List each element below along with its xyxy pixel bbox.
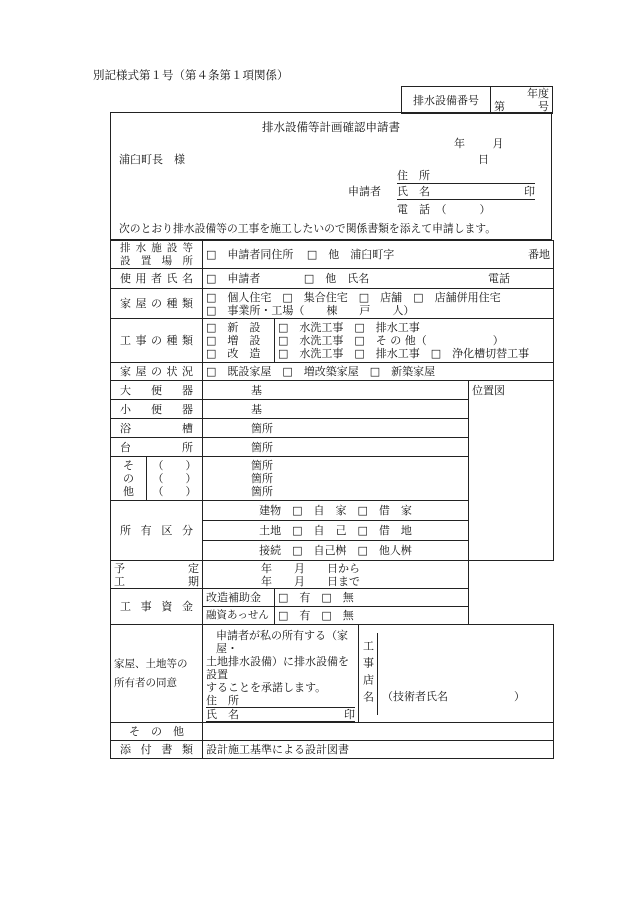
row-house-type xyxy=(111,289,554,319)
work-options-2[interactable]: □ 水洗工事 □ そ の 他（ ） xyxy=(278,334,504,347)
period-value xyxy=(203,561,469,589)
drainage-number-box xyxy=(401,86,553,114)
user-applicant-checkbox[interactable]: □ 申請者 xyxy=(206,272,261,285)
consent-name: 氏 名 xyxy=(206,708,239,721)
other-unit-3: 箇所 xyxy=(251,485,273,498)
subsidy-label: 改造補助金 xyxy=(203,589,275,607)
row-location xyxy=(111,241,554,269)
user-label: 使用者氏名 xyxy=(120,272,193,285)
drainage-number-label: 排水設備番号 xyxy=(402,87,491,114)
consent-label-2: 所有者の同意 xyxy=(114,676,177,689)
row-user xyxy=(111,269,554,289)
date-year: 年 xyxy=(454,137,465,150)
seal-mark: 印 xyxy=(524,185,535,198)
fixture-bath-unit: 箇所 xyxy=(203,419,469,438)
consent-text-1: 申請者が私の所有する（家屋・ xyxy=(216,629,348,655)
form-caption: 別記様式第１号（第４条第１項関係） xyxy=(93,68,289,82)
contractor-cell xyxy=(359,625,554,723)
row-consent xyxy=(111,625,554,723)
extension-checkbox[interactable]: □ 増 設 xyxy=(206,334,261,347)
row-house-status xyxy=(111,363,554,381)
other-l1: そ xyxy=(123,459,134,472)
other-label: そ の 他 xyxy=(111,723,203,741)
date-line xyxy=(454,135,539,167)
row-funds-1 xyxy=(111,589,554,607)
ownership-connection[interactable]: 接続 □ 自己桝 □ 他人桝 xyxy=(203,541,469,561)
application-header xyxy=(110,112,552,240)
consent-label-1: 家屋、土地等の xyxy=(114,657,188,670)
row-other xyxy=(111,723,554,741)
consent-name-line xyxy=(206,708,355,722)
intro-text: 次のとおり排水設備等の工事を施工したいので関係書類を添えて申請します。 xyxy=(119,222,497,235)
house-type-options-2[interactable]: □ 事業所・工場（ 棟 戸 人） xyxy=(206,303,415,317)
other-l3: 他 xyxy=(123,485,134,498)
fixture-urinal-unit: 基 xyxy=(203,400,469,419)
applicant-address: 住 所 xyxy=(397,167,535,184)
other-paren-3: （ ） xyxy=(152,485,197,498)
attach-label: 添付書類 xyxy=(120,743,193,756)
other-l2: の xyxy=(123,472,134,485)
other-fixture-label xyxy=(111,457,147,501)
work-options-1[interactable]: □ 水洗工事 □ 排水工事 xyxy=(278,321,420,334)
work-type-right xyxy=(275,319,554,363)
date-month: 月 xyxy=(492,137,504,150)
banchi-label: 番地 xyxy=(528,248,551,261)
same-address-checkbox[interactable]: □ 申請者同住所 xyxy=(206,248,294,261)
user-other-checkbox[interactable]: □ 他 氏名 xyxy=(303,272,370,285)
subsidy-options[interactable]: □ 有 □ 無 xyxy=(275,589,469,607)
consent-label xyxy=(111,625,203,723)
house-type-value xyxy=(203,289,554,319)
remodel-checkbox[interactable]: □ 改 造 xyxy=(206,347,261,360)
form-title: 排水設備等計画確認申請書 xyxy=(262,120,400,134)
fixture-kitchen-label: 台所 xyxy=(120,440,193,454)
attach-value: 設計施工基準による設計図書 xyxy=(203,741,554,759)
work-type-left xyxy=(203,319,275,363)
consent-text-2: 土地排水設備）に排水設備を設置 xyxy=(206,655,349,681)
house-status-label: 家屋の状況 xyxy=(120,365,193,378)
addressee: 浦臼町長 様 xyxy=(119,153,185,166)
applicant-name: 氏 名 xyxy=(397,185,430,198)
ownership-label: 所有区分 xyxy=(120,524,193,537)
consent-address: 住 所 xyxy=(206,694,355,708)
work-options-3[interactable]: □ 水洗工事 □ 排水工事 □ 浄化槽切替工事 xyxy=(278,347,530,360)
technician-name: （技術者氏名 ） xyxy=(382,689,525,703)
dai-label: 第 xyxy=(494,100,505,113)
period-l1b: 定 xyxy=(188,561,199,575)
other-paren-1: （ ） xyxy=(152,459,197,472)
period-l2: 工 xyxy=(114,574,125,588)
period-label xyxy=(111,561,203,589)
date-day: 日 xyxy=(478,153,489,166)
applicant-label: 申請者 xyxy=(348,185,381,198)
other-value[interactable] xyxy=(203,723,554,741)
fixture-toilet-unit: 基 xyxy=(203,381,469,400)
new-build-checkbox[interactable]: □ 新 設 xyxy=(206,321,261,334)
other-unit-2: 箇所 xyxy=(251,472,273,485)
contractor-label: 工事店名 xyxy=(359,633,378,715)
house-status-options[interactable]: □ 既設家屋 □ 増改築家屋 □ 新築家屋 xyxy=(203,363,554,381)
row-period xyxy=(111,561,554,589)
ownership-building[interactable]: 建物 □ 自 家 □ 借 家 xyxy=(203,501,469,521)
loan-options[interactable]: □ 有 □ 無 xyxy=(275,607,469,625)
fixture-kitchen-unit: 箇所 xyxy=(203,438,469,457)
location-label-2: 設置場所 xyxy=(120,254,193,267)
other-unit-1: 箇所 xyxy=(251,459,273,472)
period-l1: 予 xyxy=(114,561,125,575)
other-fixture-names xyxy=(147,457,203,501)
loan-label: 融資あっせん xyxy=(203,607,275,625)
consent-text xyxy=(203,625,359,723)
other-paren-2: （ ） xyxy=(152,472,197,485)
location-map-area: 位置図 xyxy=(469,381,554,561)
applicant-name-line xyxy=(397,183,535,200)
period-to: 年 月 日まで xyxy=(261,574,360,588)
fixture-toilet-label: 大便器 xyxy=(120,383,193,397)
house-type-options-1[interactable]: □ 個人住宅 □ 集合住宅 □ 店舗 □ 店舗併用住宅 xyxy=(206,290,501,304)
work-type-label: 工事の種類 xyxy=(120,334,193,347)
fixture-urinal-label: 小便器 xyxy=(120,402,193,416)
user-phone-label: 電話 xyxy=(488,272,511,285)
row-attach xyxy=(111,741,554,759)
other-fixture-units xyxy=(203,457,469,501)
house-type-label: 家屋の種類 xyxy=(120,297,193,310)
location-value xyxy=(203,241,554,269)
nendo-label: 年度 xyxy=(491,87,553,101)
funds-label: 工事資金 xyxy=(120,600,193,613)
fixture-bath-label: 浴槽 xyxy=(120,421,193,435)
go-label: 号 xyxy=(538,100,549,113)
row-work-type xyxy=(111,319,554,363)
row-fixture-1 xyxy=(111,381,554,400)
application-table xyxy=(110,240,554,759)
user-value xyxy=(203,269,554,289)
location-label-1: 排水施設等 xyxy=(120,241,193,254)
consent-text-3: することを承諾します。 xyxy=(206,681,327,694)
other-address-checkbox[interactable]: □ 他 浦臼町字 xyxy=(306,248,395,261)
period-l2b: 期 xyxy=(188,574,199,588)
ownership-land[interactable]: 土地 □ 自 己 □ 借 地 xyxy=(203,521,469,541)
applicant-phone: 電 話 （ ） xyxy=(397,203,491,216)
period-from: 年 月 日から xyxy=(261,561,360,575)
consent-seal: 印 xyxy=(344,708,355,721)
location-label xyxy=(111,241,203,269)
